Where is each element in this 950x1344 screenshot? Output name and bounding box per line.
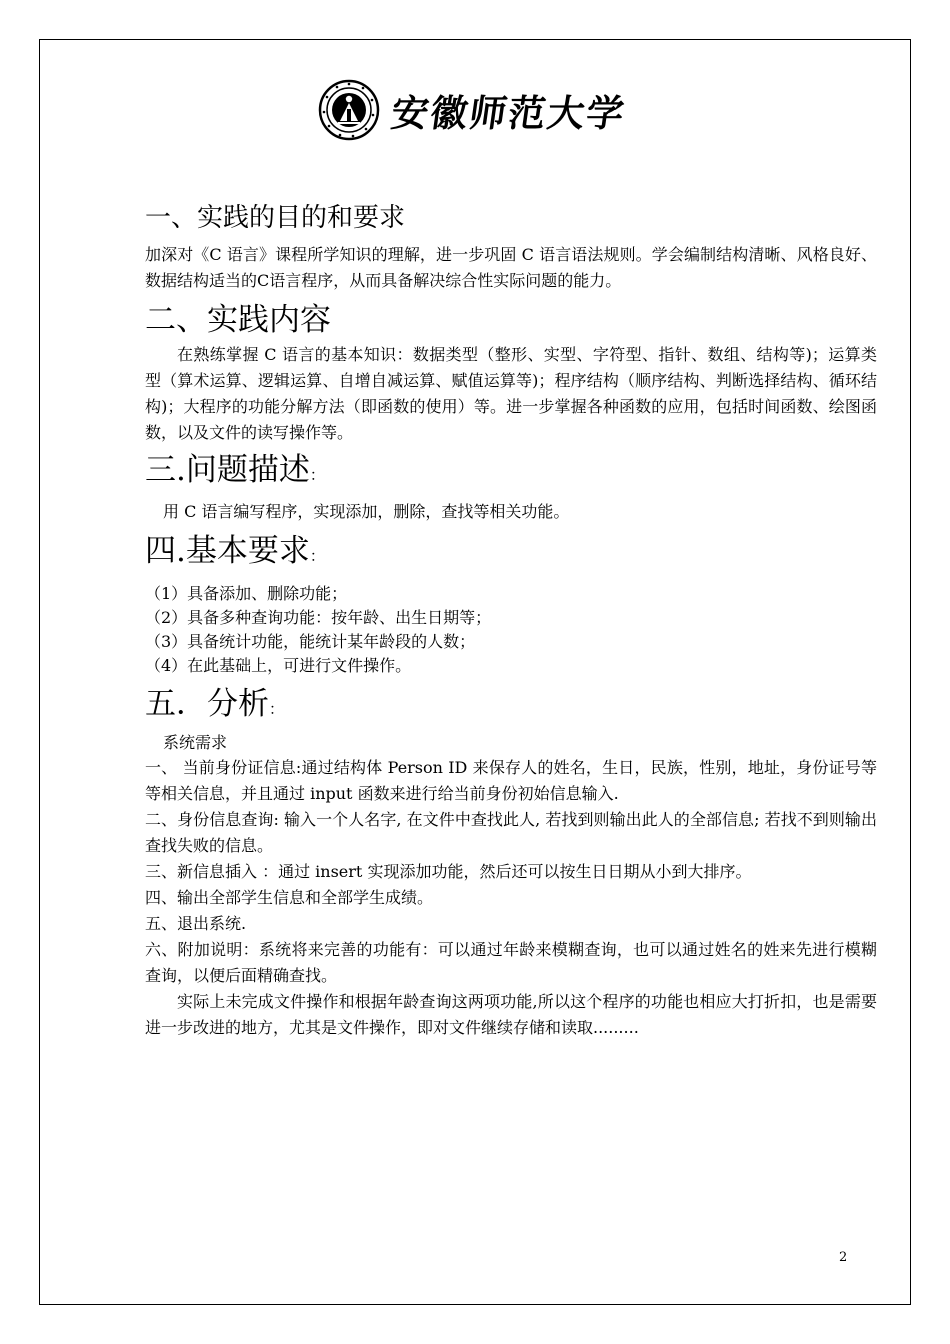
analysis-item: 一、 当前身份证信息:通过结构体 Person ID 来保存人的姓名，生日，民族，性别，地址，身份证号等等相关信息，并且通过 input 函数来进行给当前身份初始信息输入. [145, 758, 877, 803]
requirement-item: （4）在此基础上，可进行文件操作。 [145, 656, 412, 675]
section-4-heading [145, 529, 877, 578]
section-5-heading-text: 五．分析 [145, 686, 269, 722]
section-3-heading-colon: ： [309, 466, 325, 484]
section-3-heading [145, 448, 877, 497]
requirement-item: （2）具备多种查询功能：按年龄、出生日期等； [145, 608, 492, 627]
section-5-closing: 实际上未完成文件操作和根据年龄查询这两项功能,所以这个程序的功能也相应大打折扣，也是需要进一步改进的地方，尤其是文件操作，即对文件继续存储和读取......... [145, 992, 877, 1037]
analysis-item: 三、新信息插入 ：通过 insert 实现添加功能，然后还可以按生日日期从小到大排序。 [145, 862, 752, 881]
section-3-paragraph: 用 C 语言编写程序，实现添加，删除，查找等相关功能。 [163, 502, 570, 521]
section-2-paragraph: 在熟练掌握 C 语言的基本知识：数据类型（整形、实型、字符型、指针、数组、结构等)；运算类型（算术运算、逻辑运算、自增自减运算、赋值运算等)；程序结构（顺序结构、判断选择结构、循环结构)；大程序的功能分解方法（即函数的使用）等。进一步掌握各种函数的应用，包括时间函数、绘图函数，以及文件的读写操作等。 [145, 345, 877, 442]
section-3-heading-text: 三.问题描述 [145, 452, 310, 488]
document-body [145, 198, 877, 1041]
section-1-heading: 一、实践的目的和要求 [145, 203, 406, 233]
requirement-item: （1）具备添加、删除功能； [145, 584, 348, 603]
university-seal-icon [318, 79, 380, 141]
university-logo [318, 80, 638, 140]
section-5-heading [145, 682, 877, 731]
analysis-item: 六、附加说明：系统将来完善的功能有：可以通过年龄来模糊查询，也可以通过姓名的姓来先进行模糊查询，以便后面精确查找。 [145, 940, 877, 985]
section-2-heading: 二、实践内容 [145, 302, 331, 338]
section-5-heading-colon: ： [269, 700, 285, 718]
analysis-item: 五、退出系统. [145, 914, 247, 933]
section-4-heading-colon: ： [309, 547, 325, 565]
analysis-item: 二、身份信息查询: 输入一个人名字, 在文件中查找此人, 若找到则输出此人的全部信息; 若找不到则输出查找失败的信息。 [145, 810, 877, 855]
section-4-heading-text: 四.基本要求 [145, 533, 310, 569]
analysis-item: 四、输出全部学生信息和全部学生成绩。 [145, 888, 434, 907]
requirement-item: （3）具备统计功能，能统计某年龄段的人数； [145, 632, 476, 651]
page-number: 2 [839, 1250, 848, 1265]
section-5-subtitle: 系统需求 [163, 733, 228, 752]
university-name-logo: 安徽师范大学 [388, 91, 629, 135]
section-1-paragraph: 加深对《C 语言》课程所学知识的理解，进一步巩固 C 语言语法规则。学会编制结构清晰、风格良好、数据结构适当的C语言程序，从而具备解决综合性实际问题的能力。 [145, 245, 877, 290]
